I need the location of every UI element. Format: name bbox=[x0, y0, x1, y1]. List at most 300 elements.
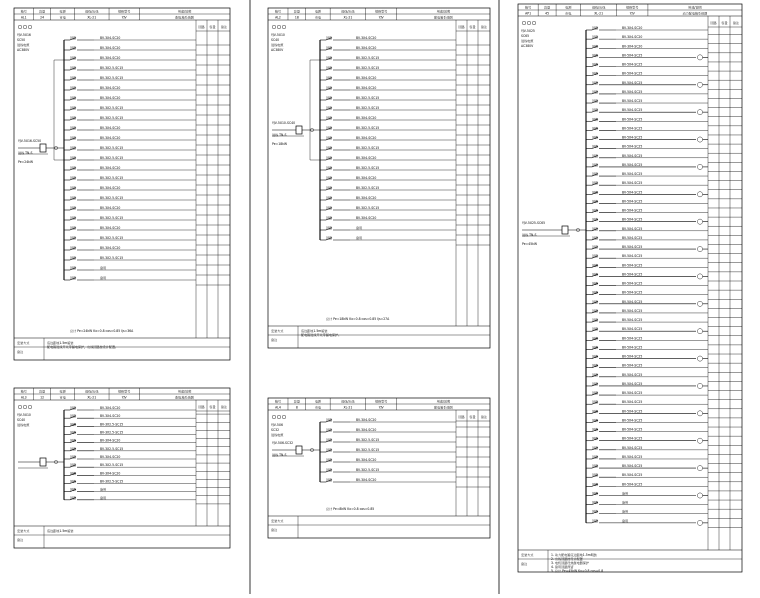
circuit-spec: BV-3X4-SC20 bbox=[100, 406, 121, 410]
circuit-code: 回路 bbox=[592, 99, 599, 104]
circuit-code: 回路 bbox=[326, 176, 333, 180]
left-note: YJV-5X10 bbox=[271, 33, 285, 37]
circuit-code: 回路 bbox=[70, 216, 77, 220]
circuit-code: 回路 bbox=[70, 206, 77, 210]
circuit-spec: 备用 bbox=[622, 509, 629, 514]
column-label: 容量 bbox=[469, 25, 476, 29]
circuit-spec: BV-3X4-SC20 bbox=[356, 36, 377, 40]
circuit-spec: BV-5X4-SC25 bbox=[622, 445, 643, 450]
column-label: 回路 bbox=[198, 25, 205, 29]
circuit-code: 回路 bbox=[592, 44, 599, 49]
left-note: AC380V bbox=[271, 48, 284, 52]
footer-label: 安装方式 bbox=[521, 553, 534, 557]
circuit-spec: BV-5X4-SC25 bbox=[622, 436, 643, 441]
circuit-code: 回路 bbox=[592, 80, 599, 85]
circuit-spec: BV-3X2.5-SC15 bbox=[356, 66, 380, 70]
header-label: 用途/说明 bbox=[436, 399, 451, 404]
circuit-spec: BV-5X4-SC25 bbox=[622, 299, 643, 304]
header-value: 12 bbox=[40, 395, 45, 400]
circuit-spec: BV-5X4-SC25 bbox=[622, 181, 643, 186]
circuit-spec: BV-3X2.5-SC15 bbox=[356, 126, 380, 130]
circuit-spec: BV-5X4-SC25 bbox=[622, 400, 643, 405]
incoming-label: 进线 TN-S bbox=[272, 133, 287, 137]
circuit-spec: BV-5X4-SC25 bbox=[622, 454, 643, 459]
circuit-spec: BV-3X2.5-SC15 bbox=[356, 438, 380, 442]
circuit-code: 回路 bbox=[592, 62, 599, 67]
circuit-spec: BV-3X4-SC20 bbox=[356, 196, 377, 200]
incoming-label: YJV-5X16-SC50 bbox=[18, 139, 42, 143]
circuit-code: 回路 bbox=[592, 354, 599, 359]
left-note: YJV-5X6 bbox=[271, 423, 283, 427]
circuit-code: 回路 bbox=[326, 56, 333, 60]
incoming-label: 进线 TN-S bbox=[18, 151, 33, 155]
circuit-spec: BV-3X4-SC20 bbox=[100, 46, 121, 50]
incoming-label: Pe=24kW bbox=[18, 160, 34, 164]
footer-label: 安装方式 bbox=[271, 329, 284, 333]
circuit-spec: BV-3X4-SC20 bbox=[100, 36, 121, 40]
circuit-code: 回路 bbox=[326, 66, 333, 70]
circuit-code: 回路 bbox=[592, 135, 599, 140]
circuit-spec: BV-3X4-SC20 bbox=[622, 26, 643, 30]
circuit-spec: BV-3X2.5-SC15 bbox=[100, 156, 124, 160]
circuit-code: 回路 bbox=[70, 256, 77, 260]
incoming-label: 进线 TN-S bbox=[272, 453, 287, 457]
circuit-spec: BV-5X4-SC25 bbox=[622, 226, 643, 231]
header-label: 电源 bbox=[314, 9, 322, 14]
circuit-spec: BV-5X4-SC25 bbox=[622, 199, 643, 204]
circuit-spec: BV-3X4-SC20 bbox=[100, 136, 121, 140]
panel-panel-a bbox=[14, 8, 230, 360]
circuit-code: 回路 bbox=[326, 86, 333, 90]
header-label: 电源 bbox=[565, 5, 572, 10]
circuit-spec: BV-3X2.5-SC15 bbox=[356, 468, 380, 472]
circuit-code: 回路 bbox=[326, 166, 333, 170]
header-value: 市电 bbox=[59, 395, 66, 400]
circuit-spec: BV-3X4-SC20 bbox=[356, 176, 377, 180]
left-note: SC65 bbox=[521, 34, 530, 38]
circuit-code: 回路 bbox=[592, 336, 599, 341]
header-label: 用途/说明 bbox=[177, 389, 192, 394]
footer-note: 总计 Pe=8kW Kx=0.8 cos=0.85 bbox=[326, 507, 375, 511]
circuit-spec: BV-5X4-SC25 bbox=[622, 391, 643, 396]
circuit-spec: BV-5X4-SC25 bbox=[622, 108, 643, 113]
circuit-code: 回路 bbox=[592, 108, 599, 113]
circuit-spec: BV-3X2.5-SC15 bbox=[100, 479, 124, 484]
circuit-code: 回路 bbox=[70, 86, 77, 90]
circuit-spec: BV-5X4-SC25 bbox=[622, 208, 643, 213]
circuit-spec: BV-5X4-SC25 bbox=[622, 172, 643, 177]
circuit-code: 回路 bbox=[326, 146, 333, 150]
circuit-spec: BV-3X4-SC20 bbox=[356, 156, 377, 160]
circuit-spec: 备用 bbox=[100, 495, 107, 500]
circuit-spec: BV-3X4-SC20 bbox=[356, 46, 377, 50]
circuit-spec: BV-5X4-SC25 bbox=[622, 135, 643, 140]
circuit-spec: BV-5X4-SC25 bbox=[622, 263, 643, 268]
circuit-code: 回路 bbox=[592, 208, 599, 213]
footer-text: 底边距地1.5m暗装 bbox=[47, 341, 74, 345]
circuit-code: 回路 bbox=[592, 245, 599, 250]
panel-panel-c bbox=[14, 388, 230, 548]
circuit-code: 回路 bbox=[592, 217, 599, 222]
circuit-code: 回路 bbox=[592, 409, 599, 414]
circuit-code: 回路 bbox=[70, 56, 77, 60]
circuit-spec: BV-5X4-SC25 bbox=[622, 418, 643, 423]
footer-label: 备注 bbox=[271, 528, 278, 532]
circuit-code: 回路 bbox=[592, 35, 599, 40]
column-label: 容量 bbox=[209, 405, 216, 409]
circuit-code: 回路 bbox=[326, 458, 333, 462]
column-label: 回路 bbox=[198, 405, 205, 409]
circuit-spec: BV-3X4-SC20 bbox=[100, 56, 121, 60]
circuit-spec: BV-5X4-SC25 bbox=[622, 327, 643, 332]
circuit-spec: 备用 bbox=[356, 226, 363, 230]
circuit-spec: BV-5X4-SC25 bbox=[622, 162, 643, 167]
circuit-spec: BV-3X2.5-SC15 bbox=[356, 56, 380, 60]
circuit-spec: BV-3X2.5-SC15 bbox=[100, 422, 124, 427]
circuit-code: 回路 bbox=[70, 463, 77, 468]
circuit-spec: BV-3X2.5-SC15 bbox=[100, 196, 124, 200]
header-value: XL-21 bbox=[87, 395, 97, 400]
circuit-spec: BV-5X4-SC25 bbox=[622, 354, 643, 359]
circuit-code: 回路 bbox=[592, 381, 599, 386]
circuit-code: 回路 bbox=[592, 162, 599, 167]
circuit-spec: BV-3X4-SC20 bbox=[100, 438, 121, 443]
circuit-code: 回路 bbox=[592, 445, 599, 450]
circuit-spec: 备用 bbox=[622, 491, 629, 496]
left-note: 进线电源 bbox=[271, 433, 284, 437]
circuit-spec: BV-5X4-SC25 bbox=[622, 62, 643, 67]
circuit-code: 回路 bbox=[70, 446, 77, 451]
circuit-spec: 备用 bbox=[100, 266, 107, 270]
footer-text: 配电箱进线开关带漏电保护，出线回路按设计配置。 bbox=[47, 345, 119, 349]
circuit-code: 回路 bbox=[592, 299, 599, 304]
circuit-code: 回路 bbox=[70, 166, 77, 170]
circuit-code: 回路 bbox=[592, 436, 599, 441]
circuit-spec: BV-5X4-SC25 bbox=[622, 482, 643, 487]
circuit-code: 回路 bbox=[70, 438, 77, 443]
circuit-code: 回路 bbox=[326, 468, 333, 472]
header-label: 规格型号 bbox=[626, 5, 639, 10]
header-label: 用途/说明 bbox=[177, 9, 192, 14]
left-note: SC32 bbox=[271, 428, 280, 432]
panel-panel-d bbox=[268, 398, 490, 538]
circuit-spec: BV-3X4-SC20 bbox=[100, 96, 121, 100]
footer-text: 4. 备用回路预留 bbox=[551, 565, 574, 569]
circuit-code: 回路 bbox=[592, 272, 599, 277]
column-label: 容量 bbox=[721, 21, 728, 25]
circuit-code: 回路 bbox=[592, 308, 599, 313]
circuit-spec: BV-3X4-SC20 bbox=[100, 246, 121, 250]
circuit-code: 回路 bbox=[70, 176, 77, 180]
circuit-code: 回路 bbox=[326, 126, 333, 130]
circuit-code: 回路 bbox=[592, 464, 599, 469]
column-label: 备注 bbox=[220, 25, 228, 29]
circuit-spec: BV-3X4-SC20 bbox=[100, 126, 121, 130]
main-breaker bbox=[296, 126, 302, 134]
header-label: 进线/出线 bbox=[341, 9, 355, 14]
header-label: 电源 bbox=[59, 389, 66, 394]
header-label: 规格型号 bbox=[375, 9, 388, 14]
incoming-label: 进线 TN-S bbox=[522, 233, 537, 237]
circuit-spec: BV-5X4-SC25 bbox=[622, 345, 643, 350]
header-label: 电源 bbox=[59, 9, 66, 14]
circuit-spec: BV-5X4-SC25 bbox=[622, 464, 643, 469]
circuit-spec: BV-3X4-SC20 bbox=[356, 86, 377, 90]
circuit-code: 回路 bbox=[326, 216, 333, 220]
circuit-code: 回路 bbox=[70, 276, 77, 280]
panel-panel-e bbox=[518, 4, 742, 573]
circuit-code: 回路 bbox=[326, 196, 333, 200]
circuit-spec: BV-3X2.5-SC15 bbox=[100, 430, 124, 435]
header-label: 箱号 bbox=[274, 9, 282, 14]
circuit-code: 回路 bbox=[592, 53, 599, 58]
left-note: AC380V bbox=[17, 48, 30, 52]
circuit-code: 回路 bbox=[326, 438, 333, 442]
footer-label: 备注 bbox=[17, 350, 24, 354]
circuit-code: 回路 bbox=[70, 96, 77, 100]
header-value: XL-21 bbox=[87, 15, 97, 20]
circuit-spec: BV-5X4-SC25 bbox=[622, 473, 643, 478]
column-label: 回路 bbox=[710, 21, 717, 25]
circuit-spec: BV-5X4-SC25 bbox=[622, 409, 643, 414]
circuit-spec: BV-3X4-SC20 bbox=[100, 86, 121, 90]
circuit-code: 回路 bbox=[70, 126, 77, 130]
header-value: 45 bbox=[545, 11, 550, 16]
circuit-code: 回路 bbox=[326, 428, 333, 432]
circuit-spec: BV-3X4-SC20 bbox=[622, 44, 643, 49]
header-label: 箱号 bbox=[20, 389, 27, 394]
footer-text: 配电箱进线开关带漏电保护。 bbox=[301, 333, 342, 337]
circuit-spec: BV-3X2.5-SC15 bbox=[100, 66, 124, 70]
circuit-code: 回路 bbox=[592, 482, 599, 487]
circuit-code: 回路 bbox=[70, 495, 77, 500]
circuit-spec: BV-3X2.5-SC15 bbox=[100, 256, 124, 260]
header-value: YJV bbox=[121, 395, 127, 400]
circuit-code: 回路 bbox=[70, 422, 77, 427]
left-note: 进线电源 bbox=[17, 43, 30, 47]
incoming-label: Pe=18kW bbox=[272, 142, 288, 146]
circuit-code: 回路 bbox=[70, 106, 77, 110]
circuit-code: 回路 bbox=[326, 46, 333, 50]
header-value: 18 bbox=[294, 15, 299, 20]
column-label: 容量 bbox=[469, 415, 476, 419]
circuit-spec: BV-3X4-SC20 bbox=[100, 166, 121, 170]
incoming-label: YJV-5X10-SC40 bbox=[272, 121, 296, 125]
circuit-code: 回路 bbox=[70, 66, 77, 70]
circuit-code: 回路 bbox=[592, 318, 599, 323]
header-value: 动力配电箱系统图 bbox=[682, 11, 708, 16]
circuit-spec: BV-5X4-SC25 bbox=[622, 308, 643, 313]
circuit-code: 回路 bbox=[70, 186, 77, 190]
footer-label: 安装方式 bbox=[17, 529, 30, 533]
main-breaker bbox=[296, 446, 302, 454]
header-value: 配电箱系统图 bbox=[434, 15, 453, 20]
circuit-spec: BV-5X4-SC25 bbox=[622, 53, 643, 58]
circuit-spec: BV-5X4-SC25 bbox=[622, 117, 643, 122]
circuit-code: 回路 bbox=[592, 199, 599, 204]
circuit-spec: 备用 bbox=[622, 518, 629, 523]
circuit-code: 回路 bbox=[326, 186, 333, 190]
circuit-spec: BV-3X4-SC20 bbox=[356, 136, 377, 140]
header-label: 规格型号 bbox=[117, 389, 131, 394]
circuit-spec: BV-3X2.5-SC15 bbox=[100, 463, 124, 468]
circuit-spec: BV-5X4-SC25 bbox=[622, 190, 643, 195]
header-value: YJV bbox=[629, 11, 635, 16]
circuit-spec: BV-5X4-SC25 bbox=[622, 80, 643, 85]
left-note: YJV-5X25 bbox=[521, 29, 535, 33]
footer-text: 底边距地1.5m暗装 bbox=[301, 329, 328, 333]
circuit-spec: BV-3X2.5-SC15 bbox=[356, 146, 380, 150]
column-label: 备注 bbox=[480, 415, 488, 419]
footer-text: 2. 出线回路按设计配置 bbox=[551, 557, 583, 561]
header-value: AP1 bbox=[525, 11, 532, 16]
circuit-spec: BV-5X4-SC25 bbox=[622, 235, 643, 240]
circuit-spec: BV-3X4-SC20 bbox=[356, 418, 377, 422]
header-label: 进线/出线 bbox=[591, 5, 606, 10]
circuit-spec: BV-3X4-SC20 bbox=[100, 471, 121, 476]
column-label: 回路 bbox=[458, 415, 465, 419]
panel-panel-b bbox=[268, 8, 490, 348]
circuit-code: 回路 bbox=[326, 418, 333, 422]
circuit-spec: BV-3X4-SC20 bbox=[356, 116, 377, 120]
header-value: 市电 bbox=[314, 15, 322, 20]
circuit-spec: BV-3X2.5-SC15 bbox=[100, 236, 124, 240]
left-note: YJV-5X10 bbox=[17, 413, 31, 417]
circuit-spec: BV-5X4-SC25 bbox=[622, 381, 643, 386]
header-value: 市电 bbox=[314, 405, 322, 410]
panel-frame bbox=[14, 8, 230, 360]
circuit-code: 回路 bbox=[70, 76, 77, 80]
circuit-code: 回路 bbox=[592, 71, 599, 76]
footer-text: 5. 总计 Pe=45kW Kx=0.8 cos=0.8 bbox=[551, 569, 604, 573]
circuit-spec: BV-3X2.5-SC15 bbox=[356, 96, 380, 100]
left-note: 进线电源 bbox=[271, 43, 284, 47]
left-note: YJV-5X16 bbox=[17, 33, 31, 37]
circuit-code: 回路 bbox=[592, 89, 599, 94]
circuit-spec: BV-5X4-SC25 bbox=[622, 318, 643, 323]
header-label: 进线/出线 bbox=[85, 389, 99, 394]
circuit-spec: BV-5X4-SC25 bbox=[622, 71, 643, 76]
circuit-code: 回路 bbox=[70, 116, 77, 120]
incoming-label: YJV-5X25-SC65 bbox=[522, 221, 546, 225]
header-value: XL-21 bbox=[343, 15, 353, 20]
circuit-spec: BV-5X4-SC25 bbox=[622, 126, 643, 131]
header-label: 电源 bbox=[314, 399, 322, 404]
header-value: XL-21 bbox=[343, 405, 353, 410]
circuit-code: 回路 bbox=[70, 487, 77, 492]
left-note: SC50 bbox=[17, 38, 26, 42]
circuit-spec: BV-3X2.5-SC15 bbox=[356, 166, 380, 170]
header-value: 24 bbox=[40, 15, 45, 20]
circuit-spec: BV-3X2.5-SC15 bbox=[100, 176, 124, 180]
circuit-spec: BV-3X2.5-SC15 bbox=[100, 146, 124, 150]
incoming-label: Pe=45kW bbox=[522, 242, 538, 246]
circuit-spec: BV-3X4-SC20 bbox=[100, 206, 121, 210]
header-value: 配电箱系统图 bbox=[175, 15, 194, 20]
circuit-code: 回路 bbox=[326, 206, 333, 210]
footer-label: 安装方式 bbox=[271, 519, 284, 523]
circuit-spec: BV-5X4-SC25 bbox=[622, 427, 643, 432]
circuit-code: 回路 bbox=[592, 473, 599, 478]
circuit-code: 回路 bbox=[70, 36, 77, 40]
header-value: 配电箱系统图 bbox=[434, 405, 453, 410]
column-label: 回路 bbox=[458, 25, 465, 29]
main-breaker bbox=[40, 458, 46, 466]
circuit-code: 回路 bbox=[70, 266, 77, 270]
circuit-code: 回路 bbox=[326, 478, 333, 482]
circuit-spec: BV-3X4-SC20 bbox=[356, 76, 377, 80]
header-value: AL3 bbox=[20, 395, 27, 400]
circuit-spec: BV-3X4-SC20 bbox=[100, 186, 121, 190]
header-label: 容量 bbox=[38, 389, 46, 394]
circuit-code: 回路 bbox=[70, 406, 77, 410]
footer-label: 备注 bbox=[271, 338, 278, 342]
left-note: SC40 bbox=[271, 38, 280, 42]
circuit-spec: BV-3X2.5-SC15 bbox=[100, 116, 124, 120]
circuit-spec: BV-3X4-SC20 bbox=[356, 458, 377, 462]
circuit-code: 回路 bbox=[592, 281, 599, 286]
circuit-spec: BV-3X4-SC20 bbox=[356, 428, 377, 432]
circuit-code: 回路 bbox=[70, 471, 77, 476]
header-value: YJV bbox=[378, 405, 384, 410]
circuit-spec: BV-5X4-SC25 bbox=[622, 99, 643, 104]
circuit-code: 回路 bbox=[70, 196, 77, 200]
circuit-code: 回路 bbox=[326, 76, 333, 80]
column-label: 备注 bbox=[732, 21, 740, 25]
header-value: XL-21 bbox=[594, 11, 604, 16]
circuit-spec: BV-5X4-SC25 bbox=[622, 272, 643, 277]
header-value: 市电 bbox=[59, 15, 66, 20]
circuit-code: 回路 bbox=[70, 156, 77, 160]
footer-note: 总计 Pe=24kW Kx=0.8 cos=0.85 Ijs=36A bbox=[70, 329, 134, 333]
circuit-code: 回路 bbox=[70, 136, 77, 140]
circuit-code: 回路 bbox=[592, 491, 599, 496]
circuit-spec: BV-5X4-SC25 bbox=[622, 372, 643, 377]
circuit-spec: BV-3X4-SC20 bbox=[356, 216, 377, 220]
circuit-spec: 备用 bbox=[622, 500, 629, 505]
circuit-code: 回路 bbox=[326, 136, 333, 140]
circuit-spec: BV-5X4-SC25 bbox=[622, 89, 643, 94]
circuit-spec: BV-3X2.5-SC15 bbox=[100, 446, 124, 451]
circuit-code: 回路 bbox=[326, 236, 333, 240]
circuit-spec: BV-3X2.5-SC15 bbox=[356, 448, 380, 452]
circuit-code: 回路 bbox=[592, 509, 599, 514]
circuit-code: 回路 bbox=[592, 190, 599, 195]
circuit-code: 回路 bbox=[592, 144, 599, 149]
circuit-code: 回路 bbox=[326, 116, 333, 120]
circuit-code: 回路 bbox=[70, 236, 77, 240]
main-breaker bbox=[562, 226, 568, 234]
footer-text: 3. 电机回路设热继电器保护 bbox=[551, 561, 589, 565]
footer-label: 备注 bbox=[521, 562, 528, 566]
circuit-spec: BV-3X2.5-SC15 bbox=[356, 186, 380, 190]
header-value: 市电 bbox=[565, 11, 572, 16]
circuit-code: 回路 bbox=[70, 246, 77, 250]
header-value: AL4 bbox=[275, 405, 281, 410]
circuit-spec: BV-5X4-SC25 bbox=[622, 217, 643, 222]
circuit-code: 回路 bbox=[592, 391, 599, 396]
circuit-code: 回路 bbox=[592, 26, 599, 30]
header-label: 容量 bbox=[544, 5, 551, 10]
circuit-spec: BV-3X2.5-SC15 bbox=[356, 206, 380, 210]
circuit-spec: BV-5X4-SC25 bbox=[622, 290, 643, 295]
circuit-code: 回路 bbox=[592, 153, 599, 158]
header-label: 箱号 bbox=[524, 5, 532, 10]
circuit-code: 回路 bbox=[592, 290, 599, 295]
circuit-code: 回路 bbox=[592, 345, 599, 350]
circuit-code: 回路 bbox=[326, 156, 333, 160]
circuit-code: 回路 bbox=[592, 263, 599, 268]
